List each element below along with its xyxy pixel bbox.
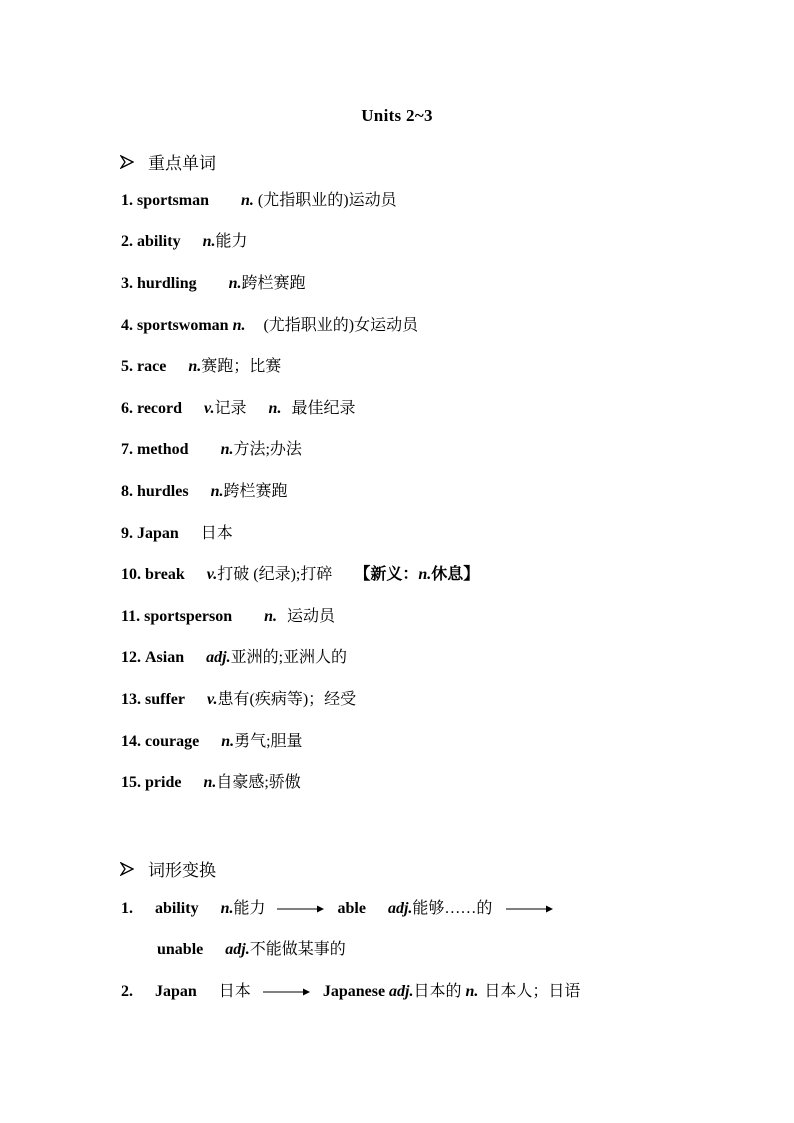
item-pos: adj.	[206, 649, 231, 666]
item-word: race	[137, 358, 167, 375]
item-meaning: 跨栏赛跑	[241, 275, 306, 292]
item-meaning: 能力	[215, 233, 248, 250]
vocab-item	[121, 732, 303, 752]
item-word: hurdling	[137, 275, 197, 292]
item-number: 14.	[121, 733, 141, 750]
item-word: sportswoman	[137, 317, 229, 334]
vocab-item	[121, 440, 302, 460]
arrow-right-icon	[506, 904, 554, 914]
item-meaning: 跨栏赛跑	[223, 483, 288, 500]
section-heading-text: 重点单词	[148, 154, 216, 173]
vocab-item	[121, 773, 301, 793]
item-word: ability	[137, 233, 181, 250]
arrow-right-icon	[263, 987, 311, 997]
item-word: ability	[155, 900, 199, 917]
section-heading-word-forms	[120, 856, 216, 881]
item-word: Japan	[155, 983, 197, 1000]
arrow-right-icon	[277, 904, 325, 914]
word-form-item	[121, 899, 562, 919]
item-meaning: 亚洲的;亚洲人的	[230, 649, 348, 666]
vocab-item	[121, 357, 281, 377]
vocab-item	[121, 690, 356, 710]
item-number: 4.	[121, 317, 133, 334]
item-pos: n.	[220, 441, 234, 458]
vocab-item	[121, 607, 335, 627]
vocab-item	[121, 482, 288, 502]
item-meaning: 能力	[233, 900, 266, 917]
new-meaning-label: 【新义：	[354, 566, 419, 583]
word-form-item-continuation	[157, 940, 346, 960]
item-meaning: 运动员	[287, 608, 336, 625]
item-pos: v.	[204, 400, 215, 417]
item-number: 10.	[121, 566, 141, 583]
item-number: 7.	[121, 441, 133, 458]
item-meaning: 日本	[218, 983, 251, 1000]
item-pos: n.	[210, 483, 224, 500]
item-number: 9.	[121, 525, 133, 542]
item-number: 8.	[121, 483, 133, 500]
section-heading-key-words	[120, 149, 216, 174]
item-pos: n.	[268, 400, 282, 417]
item-pos: v.	[206, 691, 218, 708]
item-word: unable	[157, 941, 204, 958]
vocab-item	[121, 565, 479, 585]
item-meaning: 不能做某事的	[249, 941, 346, 958]
section-heading-text: 词形变换	[148, 861, 216, 880]
item-word: courage	[145, 733, 200, 750]
item-meaning: 赛跑；比赛	[201, 358, 282, 375]
item-meaning: 患有(疾病等)；经受	[217, 691, 357, 708]
item-meaning: (尤指职业的)女运动员	[263, 317, 419, 334]
item-meaning: 方法;办法	[233, 441, 302, 458]
vocab-item	[121, 316, 418, 336]
item-meaning: 打破 (纪录);打碎	[217, 566, 333, 583]
item-meaning: 自豪感;骄傲	[216, 774, 301, 791]
item-pos: n.	[264, 608, 278, 625]
item-number: 13.	[121, 691, 141, 708]
item-pos: adj.	[225, 941, 250, 958]
item-number: 2.	[121, 983, 133, 1000]
item-word: pride	[145, 774, 182, 791]
item-meaning: 能够……的	[412, 900, 493, 917]
vocab-item	[121, 191, 397, 211]
item-pos: n.	[232, 317, 246, 334]
item-number: 15.	[121, 774, 141, 791]
vocab-item	[121, 524, 233, 544]
item-pos: n.	[220, 900, 234, 917]
item-pos: adj.	[387, 900, 413, 917]
item-pos: n.	[203, 774, 217, 791]
page-title: Units 2~3	[361, 106, 433, 125]
vocab-item	[121, 648, 347, 668]
item-word: Asian	[145, 649, 185, 666]
item-number: 11.	[121, 608, 141, 625]
item-pos: n.	[188, 358, 202, 375]
new-meaning-text: 休息】	[431, 566, 480, 583]
item-number: 6.	[121, 400, 133, 417]
vocab-item	[121, 232, 247, 252]
item-meaning: 最佳纪录	[291, 400, 356, 417]
item-word: able	[337, 900, 366, 917]
item-meaning: 勇气;胆量	[234, 733, 303, 750]
item-meaning: 日本的	[413, 983, 462, 1000]
item-meaning: 记录	[214, 400, 247, 417]
item-number: 2.	[121, 233, 133, 250]
item-meaning: (尤指职业的)运动员	[257, 192, 397, 209]
item-word: method	[137, 441, 189, 458]
item-word: record	[137, 400, 183, 417]
arrow-bullet-icon	[120, 155, 134, 169]
item-pos: adj.	[389, 983, 414, 1000]
item-pos: n.	[418, 566, 432, 583]
item-word: Japan	[137, 525, 179, 542]
item-meaning: 日本	[200, 525, 233, 542]
item-number: 5.	[121, 358, 133, 375]
item-number: 3.	[121, 275, 133, 292]
item-pos: n.	[465, 983, 479, 1000]
item-pos: n.	[241, 192, 254, 209]
vocab-item	[121, 399, 355, 419]
item-number: 1.	[121, 192, 133, 209]
vocab-item	[121, 274, 306, 294]
item-pos: n.	[202, 233, 216, 250]
word-form-item	[121, 982, 580, 1002]
item-word: sportsman	[137, 192, 210, 209]
item-word: Japanese	[322, 983, 386, 1000]
item-word: sportsperson	[144, 608, 233, 625]
arrow-bullet-icon	[120, 862, 134, 876]
item-number: 12.	[121, 649, 141, 666]
item-pos: n.	[228, 275, 242, 292]
item-meaning: 日本人；日语	[484, 983, 581, 1000]
item-word: suffer	[145, 691, 185, 708]
item-pos: n.	[221, 733, 235, 750]
item-word: hurdles	[137, 483, 189, 500]
item-pos: v.	[206, 566, 218, 583]
item-word: break	[145, 566, 185, 583]
item-number: 1.	[121, 900, 133, 917]
